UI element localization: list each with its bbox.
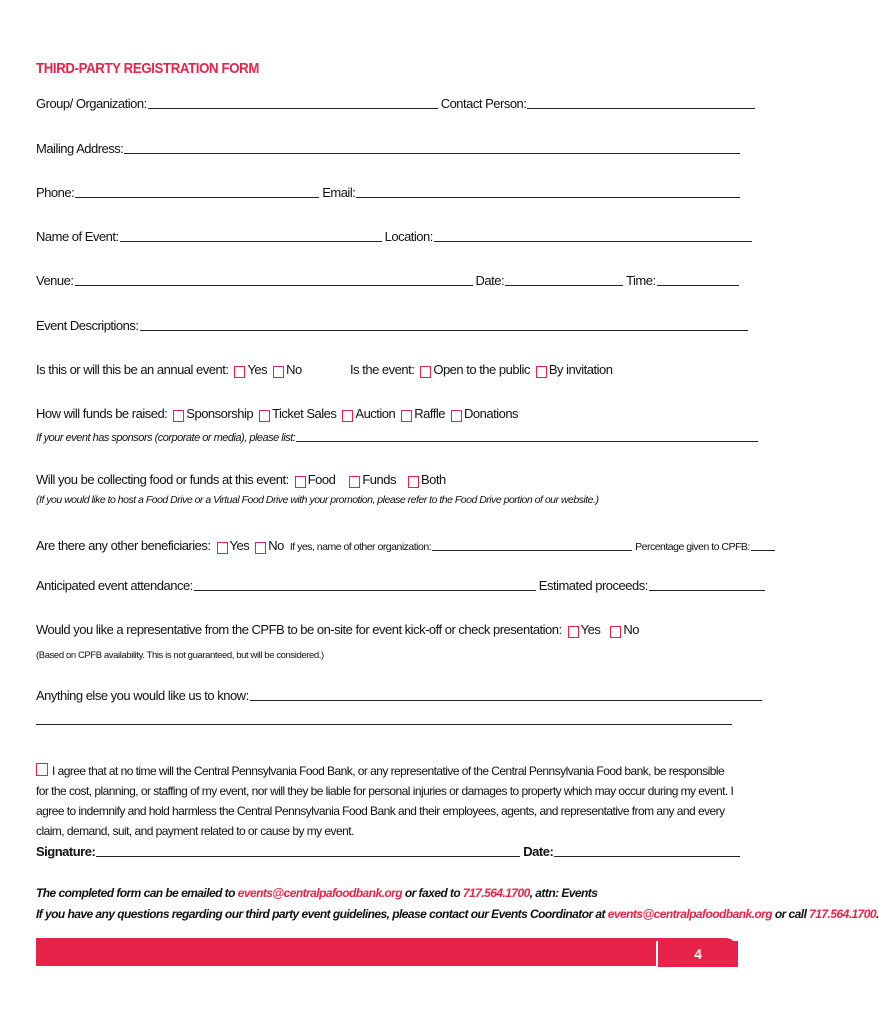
rep-note: (Based on CPFB availability. This is not guaranteed, but will be considered.) xyxy=(36,650,324,661)
open-public-label: Open to the public xyxy=(433,362,530,377)
email-prefix: The completed form can be emailed to xyxy=(36,886,238,900)
open-public-checkbox[interactable] xyxy=(420,366,431,378)
questions-phone: 717.564.1700 xyxy=(809,907,876,921)
rep-yes-label: Yes xyxy=(580,622,601,637)
other-org-field[interactable] xyxy=(432,540,632,551)
funds-question: How will funds be raised: xyxy=(36,406,168,421)
venue-date-time-row xyxy=(36,273,742,288)
email-instructions xyxy=(36,886,597,900)
sponsors-row xyxy=(36,431,761,444)
rep-yes-checkbox[interactable] xyxy=(568,626,579,638)
group-contact-row xyxy=(36,96,758,111)
email-field[interactable] xyxy=(356,185,740,198)
raffle-checkbox[interactable] xyxy=(401,410,412,422)
rep-row xyxy=(36,622,639,637)
ben-yes-label: Yes xyxy=(229,538,250,553)
date-field[interactable] xyxy=(505,273,623,286)
both-label: Both xyxy=(421,472,446,487)
fax-mid: or faxed to xyxy=(402,886,463,900)
email-suffix: , attn: Events xyxy=(529,886,598,900)
ben-yes-checkbox[interactable] xyxy=(217,542,228,554)
venue-label: Venue: xyxy=(36,273,74,288)
event-name-field[interactable] xyxy=(120,229,382,242)
phone-label: Phone: xyxy=(36,185,75,200)
group-label: Group/ Organization: xyxy=(36,96,147,111)
auction-checkbox[interactable] xyxy=(342,410,353,422)
food-drive-note: (If you would like to host a Food Drive or a Virtual Food Drive with your promotion, please refer to the Food Drive portion of our website.) xyxy=(36,494,599,506)
anything-else-label: Anything else you would like us to know: xyxy=(36,688,249,703)
group-field[interactable] xyxy=(148,96,438,109)
form-title: THIRD-PARTY REGISTRATION FORM xyxy=(36,60,259,77)
questions-instructions xyxy=(36,907,879,921)
questions-end: . xyxy=(875,907,879,921)
funds-checkbox[interactable] xyxy=(349,476,360,488)
event-type-row xyxy=(350,362,612,377)
phone-field[interactable] xyxy=(75,185,319,198)
food-checkbox[interactable] xyxy=(295,476,306,488)
questions-prefix: If you have any questions regarding our third party event guidelines, please contact our Events Coordinator at xyxy=(36,907,608,921)
sponsorship-label: Sponsorship xyxy=(186,406,254,421)
annual-row xyxy=(36,362,302,377)
percentage-label: Percentage given to CPFB: xyxy=(635,541,750,553)
email-link[interactable]: events@centralpafoodbank.org xyxy=(237,886,403,900)
agreement-paragraph xyxy=(36,761,736,841)
mailing-label: Mailing Address: xyxy=(36,141,124,156)
auction-label: Auction xyxy=(355,406,396,421)
questions-mid: or call xyxy=(772,907,810,921)
donations-label: Donations xyxy=(464,406,519,421)
ben-no-checkbox[interactable] xyxy=(255,542,266,554)
attendance-label: Anticipated event attendance: xyxy=(36,578,193,593)
attendance-field[interactable] xyxy=(194,578,536,591)
sponsors-field[interactable] xyxy=(296,431,758,442)
event-type-question: Is the event: xyxy=(350,362,415,377)
time-label: Time: xyxy=(626,273,656,288)
mailing-field[interactable] xyxy=(124,141,740,154)
location-label: Location: xyxy=(384,229,433,244)
footer-band xyxy=(36,938,736,966)
time-field[interactable] xyxy=(657,273,739,286)
other-org-label: If yes, name of other organization: xyxy=(289,541,432,553)
food-label: Food xyxy=(307,472,336,487)
proceeds-label: Estimated proceeds: xyxy=(538,578,648,593)
page-number: 4 xyxy=(656,941,738,967)
anything-else-field-line-2[interactable] xyxy=(36,712,732,725)
sponsors-note: If your event has sponsors (corporate or media), please list: xyxy=(36,432,296,444)
rep-no-checkbox[interactable] xyxy=(610,626,621,638)
signature-row xyxy=(36,844,743,859)
ticket-sales-checkbox[interactable] xyxy=(259,410,270,422)
descriptions-row xyxy=(36,318,751,333)
raffle-label: Raffle xyxy=(414,406,446,421)
sponsorship-checkbox[interactable] xyxy=(173,410,184,422)
descriptions-field[interactable] xyxy=(140,318,748,331)
descriptions-label: Event Descriptions: xyxy=(36,318,139,333)
ticket-sales-label: Ticket Sales xyxy=(272,406,337,421)
ben-no-label: No xyxy=(268,538,284,553)
agreement-checkbox[interactable] xyxy=(36,763,48,776)
location-field[interactable] xyxy=(434,229,752,242)
agreement-text: I agree that at no time will the Central Pennsylvania Food Bank, or any representative of the Central Pennsylvania Food bank, be responsible for the cost, planning, or staffing of my event, nor will they be liable for personal injuries or damages to property which may occur during my event. I agree to indemnify and hold harmless the Central Pennsylvania Food Bank and their employees, agents, and representative from any and every claim, demand, suit, and payment related to or cause by my event. xyxy=(36,764,734,838)
beneficiaries-row xyxy=(36,538,778,553)
signature-field[interactable] xyxy=(96,844,520,857)
annual-yes-label: Yes xyxy=(247,362,268,377)
questions-email-link[interactable]: events@centralpafoodbank.org xyxy=(607,907,773,921)
both-checkbox[interactable] xyxy=(408,476,419,488)
signature-label: Signature: xyxy=(36,844,96,859)
sig-date-label: Date: xyxy=(523,844,554,859)
rep-question: Would you like a representative from the CPFB to be on-site for event kick-off or check presentation: xyxy=(36,622,562,637)
venue-field[interactable] xyxy=(75,273,473,286)
sig-date-field[interactable] xyxy=(554,844,740,857)
percentage-field[interactable] xyxy=(751,540,775,551)
event-name-label: Name of Event: xyxy=(36,229,119,244)
collecting-row xyxy=(36,472,446,487)
anything-else-field[interactable] xyxy=(250,688,762,701)
contact-field[interactable] xyxy=(527,96,755,109)
contact-label: Contact Person: xyxy=(440,96,527,111)
beneficiaries-question: Are there any other beneficiaries: xyxy=(36,538,211,553)
annual-no-label: No xyxy=(286,362,302,377)
by-invitation-label: By invitation xyxy=(548,362,613,377)
rep-no-label: No xyxy=(623,622,639,637)
fax-number: 717.564.1700 xyxy=(462,886,530,900)
email-label: Email: xyxy=(322,185,356,200)
by-invitation-checkbox[interactable] xyxy=(536,366,547,378)
anything-else-row xyxy=(36,688,765,703)
proceeds-field[interactable] xyxy=(649,578,765,591)
funds-row xyxy=(36,406,518,421)
annual-no-checkbox[interactable] xyxy=(273,366,284,378)
annual-yes-checkbox[interactable] xyxy=(234,366,245,378)
collecting-question: Will you be collecting food or funds at this event: xyxy=(36,472,289,487)
event-location-row xyxy=(36,229,755,244)
mailing-row xyxy=(36,141,743,156)
attendance-row xyxy=(36,578,768,593)
date-label: Date: xyxy=(475,273,505,288)
annual-question: Is this or will this be an annual event: xyxy=(36,362,229,377)
funds-label: Funds xyxy=(362,472,396,487)
phone-email-row xyxy=(36,185,743,200)
donations-checkbox[interactable] xyxy=(451,410,462,422)
